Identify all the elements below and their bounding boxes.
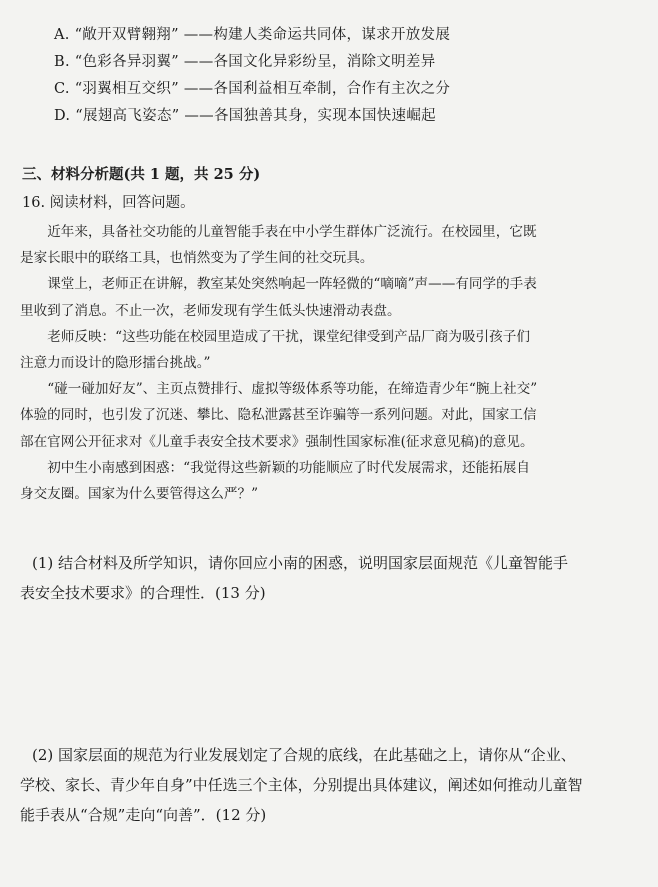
material-line: 老师反映：“这些功能在校园里造成了干扰，课堂纪律受到产品厂商为吸引孩子们 (47, 328, 530, 345)
material-line: 身交友圈。国家为什么要管得这么严？” (20, 486, 259, 503)
sub-question-1-line: 表安全技术要求》的合理性．(13 分) (20, 584, 266, 602)
sub-question-2-line: 学校、家长、青少年自身”中任选三个主体，分别提出具体建议，阐述如何推动儿童智 (20, 776, 583, 794)
material-line: 里收到了消息。不止一次，老师发现有学生低头快速滑动表盘。 (20, 302, 401, 319)
material-line: 体验的同时，也引发了沉迷、攀比、隐私泄露甚至诈骗等一系列问题。对此，国家工信 (20, 407, 537, 424)
sub-question-2-line: 能手表从“合规”走向“向善”．(12 分) (20, 806, 267, 824)
sub-question-2-line: (2) 国家层面的规范为行业发展划定了合规的底线，在此基础之上，请你从“企业、 (32, 746, 576, 764)
sub-question-1 (20, 548, 636, 608)
material-line: 部在官网公开征求对《儿童手表安全技术要求》强制性国家标准(征求意见稿)的意见。 (20, 433, 534, 450)
material-line: 注意力而设计的隐形擂台挑战。” (20, 355, 211, 372)
material-line: “碰一碰加好友”、主页点赞排行、虚拟等级体系等功能，在缔造青少年“腕上社交” (47, 381, 538, 398)
option-a: A. “敞开双臂翱翔” ——构建人类命运共同体，谋求开放发展 (54, 27, 451, 43)
material-line: 是家长眼中的联络工具，也悄然变为了学生间的社交玩具。 (20, 250, 374, 267)
choice-options (54, 22, 450, 130)
material-line: 课堂上，老师正在讲解，教室某处突然响起一阵轻微的“嘀嘀”声——有同学的手表 (47, 276, 537, 293)
sub-question-1-line: (1) 结合材料及所学知识，请你回应小南的困惑，说明国家层面规范《儿童智能手 (32, 554, 569, 572)
sub-question-2 (20, 740, 636, 830)
reading-material (20, 219, 636, 507)
option-c: C. “羽翼相互交织” ——各国利益相互牵制，合作有主次之分 (54, 81, 451, 97)
section-title: 三、材料分析题(共 1 题，共 25 分) (22, 166, 261, 183)
material-line: 初中生小南感到困惑：“我觉得这些新颖的功能顺应了时代发展需求，还能拓展自 (47, 459, 530, 476)
option-b: B. “色彩各异羽翼” ——各国文化异彩纷呈，消除文明差异 (54, 54, 436, 70)
question-16-heading: 16. 阅读材料，回答问题。 (22, 195, 195, 211)
material-line: 近年来，具备社交功能的儿童智能手表在中小学生群体广泛流行。在校园里，它既 (47, 224, 537, 240)
option-d: D. “展翅高飞姿态” ——各国独善其身，实现本国快速崛起 (54, 108, 436, 124)
